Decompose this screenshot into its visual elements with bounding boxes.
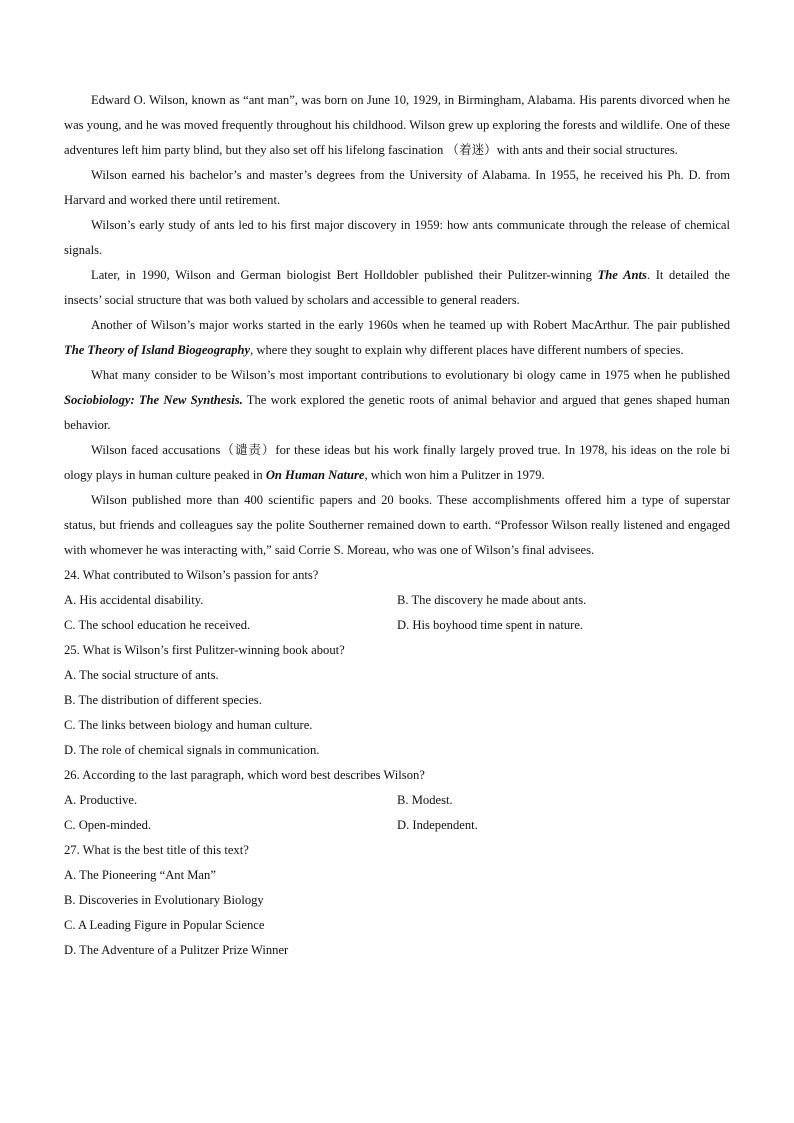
paragraph-6-text-b: The work explored the genetic roots of animal behavior and argued that genes shaped human behavior. bbox=[64, 393, 730, 432]
book-title-on-human-nature: On Human Nature bbox=[265, 468, 365, 482]
question-26-option-d: D. Independent. bbox=[397, 818, 478, 832]
paragraph-1: Edward O. Wilson, known as “ant man”, was born on June 10, 1929, in Birmingham, Alabama. His parents divorced when he was young, and he was moved frequently throughout his childhood. Wilson grew up exploring the forests and wildlife. One of these adventures left him party blind, but they also set off his lifelong fascination （着迷）with ants and their social structures. bbox=[64, 93, 730, 157]
question-27-option-c: C. A Leading Figure in Popular Science bbox=[64, 918, 265, 932]
question-26-option-a: A. Productive. bbox=[64, 793, 138, 807]
paragraph-6-text-a: What many consider to be Wilson’s most important contributions to evolutionary bi ology came in 1975 when he published bbox=[91, 368, 730, 382]
paragraph-5-text-b: , where they sought to explain why different places have different numbers of species. bbox=[250, 343, 684, 357]
question-25-option-a: A. The social structure of ants. bbox=[64, 668, 219, 682]
paragraph-7 bbox=[64, 438, 730, 488]
question-26-option-c: C. Open-minded. bbox=[64, 818, 152, 832]
book-title-the-ants: The Ants bbox=[597, 268, 647, 282]
question-25-option-c: C. The links between biology and human culture. bbox=[64, 718, 313, 732]
question-27-option-d: D. The Adventure of a Pulitzer Prize Winner bbox=[64, 943, 289, 957]
paragraph-7-text-b: , which won him a Pulitzer in 1979. bbox=[364, 468, 545, 482]
question-25-option-b: B. The distribution of different species. bbox=[64, 693, 262, 707]
question-24-stem: 24. What contributed to Wilson’s passion for ants? bbox=[64, 568, 319, 582]
paragraph-4-text-b: . It detailed the insects’ social structure that was both valued by scholars and accessible to general readers. bbox=[64, 268, 730, 307]
paragraph-8: Wilson published more than 400 scientific papers and 20 books. These accomplishments offered him a type of superstar status, but friends and colleagues say the polite Southerner remained down to earth. “Professor Wilson really listened and engaged with whomever he was interacting with,” said Corrie S. Moreau, who was one of Wilson’s final advisees. bbox=[64, 493, 730, 557]
paragraph-6 bbox=[64, 363, 730, 438]
paragraph-5-text-a: Another of Wilson’s major works started in the early 1960s when he teamed up with Robert MacArthur. The pair published bbox=[91, 318, 730, 332]
question-24-option-b: B. The discovery he made about ants. bbox=[397, 593, 587, 607]
paragraph-3: Wilson’s early study of ants led to his first major discovery in 1959: how ants communicate through the release of chemical signals. bbox=[64, 218, 730, 257]
question-25-option-d: D. The role of chemical signals in communication. bbox=[64, 743, 320, 757]
book-title-island-biogeography: The Theory of Island Biogeography bbox=[64, 343, 251, 357]
paragraph-4 bbox=[64, 263, 730, 313]
question-26-options-row-2 bbox=[64, 813, 730, 838]
paragraph-7-text-a: Wilson faced accusations（谴责）for these ideas but his work finally largely proved true. In 1978, his ideas on the role bi ology plays in human culture peaked in bbox=[64, 443, 730, 482]
question-26-options-row-1 bbox=[64, 788, 730, 813]
question-24-option-a: A. His accidental disability. bbox=[64, 593, 204, 607]
question-27-option-b: B. Discoveries in Evolutionary Biology bbox=[64, 893, 264, 907]
question-24-options-row-1 bbox=[64, 588, 730, 613]
paragraph-4-text-a: Later, in 1990, Wilson and German biologist Bert Holldobler published their Pulitzer-winning bbox=[91, 268, 598, 282]
question-27-stem: 27. What is the best title of this text? bbox=[64, 843, 249, 857]
question-27-option-a: A. The Pioneering “Ant Man” bbox=[64, 868, 216, 882]
question-26-stem: 26. According to the last paragraph, which word best describes Wilson? bbox=[64, 768, 425, 782]
question-24-option-c: C. The school education he received. bbox=[64, 618, 251, 632]
question-26-option-b: B. Modest. bbox=[397, 793, 453, 807]
question-24-options-row-2 bbox=[64, 613, 730, 638]
question-25-stem: 25. What is Wilson’s first Pulitzer-winning book about? bbox=[64, 643, 345, 657]
paragraph-2: Wilson earned his bachelor’s and master’s degrees from the University of Alabama. In 1955, he received his Ph. D. from Harvard and worked there until retirement. bbox=[64, 168, 730, 207]
paragraph-5 bbox=[64, 313, 730, 363]
exam-page bbox=[64, 88, 730, 963]
book-title-sociobiology: Sociobiology: The New Synthesis. bbox=[64, 393, 243, 407]
question-24-option-d: D. His boyhood time spent in nature. bbox=[397, 618, 584, 632]
